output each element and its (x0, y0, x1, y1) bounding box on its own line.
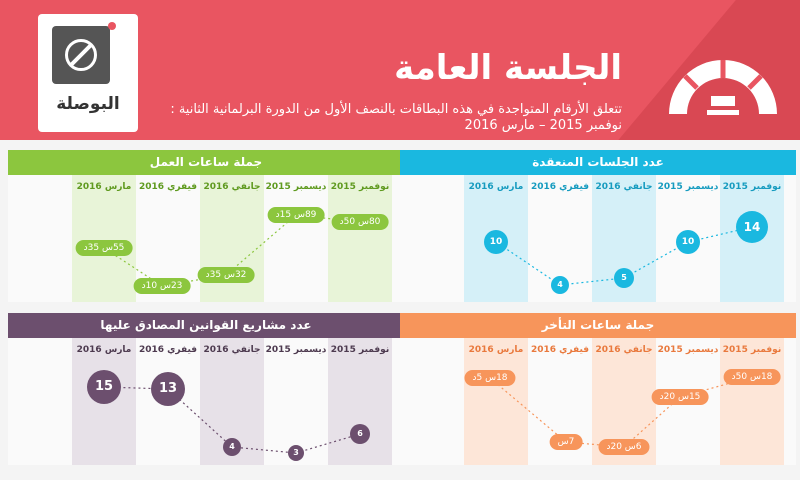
value-circle: 4 (223, 438, 241, 456)
value-pill: 80س 50د (332, 214, 389, 230)
panel-laws (8, 313, 404, 465)
month-label: مارس 2016 (76, 345, 132, 355)
value-circle: 13 (151, 372, 185, 406)
value-pill: 18س 5د (464, 370, 515, 386)
value-circle: 14 (736, 211, 768, 243)
month-label: فيفري 2016 (138, 182, 198, 192)
month-label: فيفري 2016 (530, 182, 590, 192)
subtitle-line-1: تتعلق الأرقام المتواجدة في هذه البطاقات بالنصف الأول من الدورة البرلمانية الثانية : (170, 102, 622, 117)
month-label: نوفمبر 2015 (722, 182, 782, 192)
value-pill: 6س 20د (598, 439, 649, 455)
trend-line (400, 313, 796, 465)
panel-title: جملة ساعات العمل (8, 150, 404, 175)
value-pill: 7س (550, 434, 583, 450)
panel-title: عدد مشاريع القوانين المصادق عليها (8, 313, 404, 338)
value-circle: 3 (288, 445, 304, 461)
value-pill: 15س 20د (652, 389, 709, 405)
month-label: ديسمبر 2015 (657, 345, 719, 355)
month-label: مارس 2016 (468, 182, 524, 192)
month-label: جانفي 2016 (595, 345, 653, 355)
value-circle: 5 (614, 268, 634, 288)
value-circle: 6 (350, 424, 370, 444)
trend-line (8, 313, 404, 465)
panel-delay-hours (400, 313, 796, 465)
logo-text: البوصلة (56, 94, 120, 114)
month-label: جانفي 2016 (203, 182, 261, 192)
month-label: مارس 2016 (468, 345, 524, 355)
panel-sessions (400, 150, 796, 302)
month-label: فيفري 2016 (530, 345, 590, 355)
trend-polyline (490, 377, 752, 447)
value-circle: 10 (676, 230, 700, 254)
month-label: جانفي 2016 (595, 182, 653, 192)
page-title: الجلسة العامة (394, 48, 622, 88)
value-pill: 23س 10د (134, 278, 191, 294)
page-subtitle (102, 102, 622, 134)
month-label: نوفمبر 2015 (330, 182, 390, 192)
value-pill: 55س 35د (76, 240, 133, 256)
panel-title: جملة ساعات التأخر (400, 313, 796, 338)
gauge-meter-icon (663, 52, 783, 122)
month-label: فيفري 2016 (138, 345, 198, 355)
month-label: نوفمبر 2015 (722, 345, 782, 355)
value-pill: 89س 15د (268, 207, 325, 223)
value-pill: 18س 50د (724, 369, 781, 385)
month-label: ديسمبر 2015 (657, 182, 719, 192)
month-label: ديسمبر 2015 (265, 182, 327, 192)
value-circle: 15 (87, 370, 121, 404)
value-pill: 32س 35د (198, 267, 255, 283)
month-label: نوفمبر 2015 (330, 345, 390, 355)
panel-work-hours (8, 150, 404, 302)
header-banner (0, 0, 800, 140)
subtitle-line-2: نوفمبر 2015 – مارس 2016 (464, 118, 622, 133)
logo-dot-icon (108, 22, 116, 30)
panel-title: عدد الجلسات المنعقدة (400, 150, 796, 175)
month-label: مارس 2016 (76, 182, 132, 192)
month-label: جانفي 2016 (203, 345, 261, 355)
value-circle: 10 (484, 230, 508, 254)
month-label: ديسمبر 2015 (265, 345, 327, 355)
value-circle: 4 (551, 276, 569, 294)
